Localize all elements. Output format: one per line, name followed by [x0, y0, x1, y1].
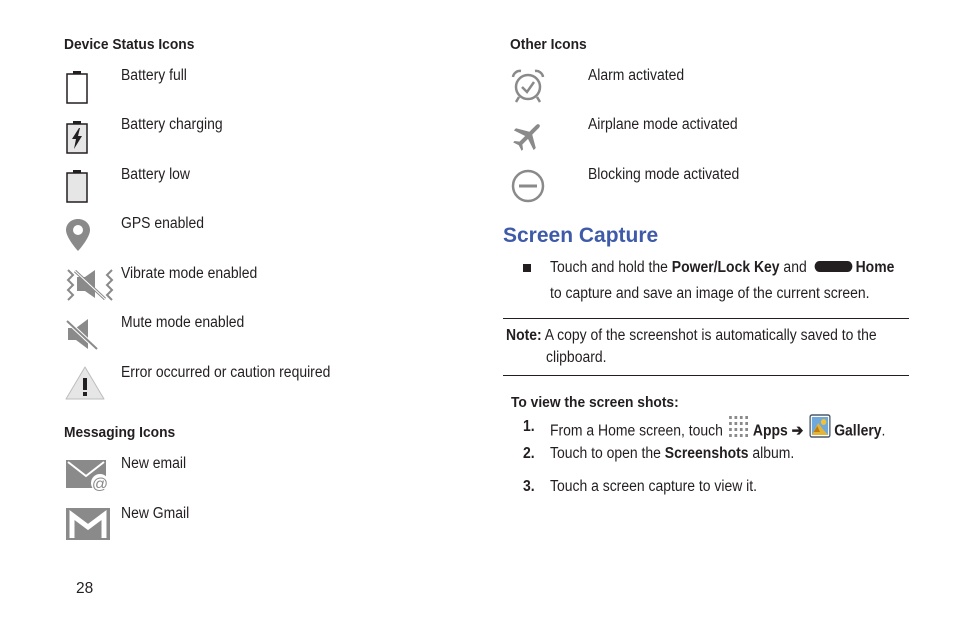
new-gmail-label: New Gmail: [121, 505, 190, 522]
step-3-text: Touch a screen capture to view it.: [550, 478, 758, 495]
battery-full-icon: [64, 70, 90, 104]
step-1-text: From a Home screen, touch Apps ➔ Gallery.: [550, 414, 885, 449]
mute-icon: [64, 316, 100, 352]
gps-icon: [64, 217, 92, 253]
gallery-icon: [809, 414, 831, 446]
alarm-icon: [510, 68, 546, 104]
steps-heading: To view the screen shots:: [511, 394, 679, 411]
mute-label: Mute mode enabled: [121, 314, 245, 331]
airplane-icon: [510, 118, 546, 154]
note-top-rule: [503, 318, 909, 319]
warning-icon: [64, 365, 106, 401]
battery-full-label: Battery full: [121, 67, 187, 84]
step-2-text: Touch to open the Screenshots album.: [550, 445, 795, 462]
note-line-1: Note: A copy of the screenshot is automatically saved to the: [506, 327, 877, 344]
new-email-label: New email: [121, 455, 187, 472]
note-bottom-rule: [503, 375, 909, 376]
home-key-icon: [814, 261, 852, 272]
battery-low-label: Battery low: [121, 166, 191, 183]
step-1-number: 1.: [523, 418, 535, 435]
device-status-heading: Device Status Icons: [64, 36, 195, 53]
step-2-number: 2.: [523, 445, 535, 462]
airplane-label: Airplane mode activated: [588, 116, 738, 133]
blocking-icon: [510, 168, 546, 204]
email-icon: [65, 458, 111, 492]
messaging-heading: Messaging Icons: [64, 424, 176, 441]
page-number: 28: [76, 580, 94, 597]
step-3-number: 3.: [523, 478, 535, 495]
battery-low-icon: [64, 169, 90, 203]
battery-charging-icon: [64, 120, 90, 154]
bullet-marker: [523, 264, 531, 272]
bullet-line-2: to capture and save an image of the current screen.: [550, 285, 870, 302]
note-line-2: clipboard.: [546, 349, 607, 366]
alarm-label: Alarm activated: [588, 67, 685, 84]
vibrate-label: Vibrate mode enabled: [121, 265, 258, 282]
vibrate-icon: [64, 266, 116, 302]
gmail-icon: [65, 507, 111, 541]
other-icons-heading: Other Icons: [510, 36, 587, 53]
svg-text:@: @: [91, 476, 109, 492]
bullet-line-1: Touch and hold the Power/Lock Key and Home: [550, 259, 895, 276]
blocking-label: Blocking mode activated: [588, 166, 740, 183]
battery-charging-label: Battery charging: [121, 116, 223, 133]
gps-label: GPS enabled: [121, 215, 204, 232]
screen-capture-title: Screen Capture: [503, 224, 659, 247]
warning-label: Error occurred or caution required: [121, 364, 331, 381]
